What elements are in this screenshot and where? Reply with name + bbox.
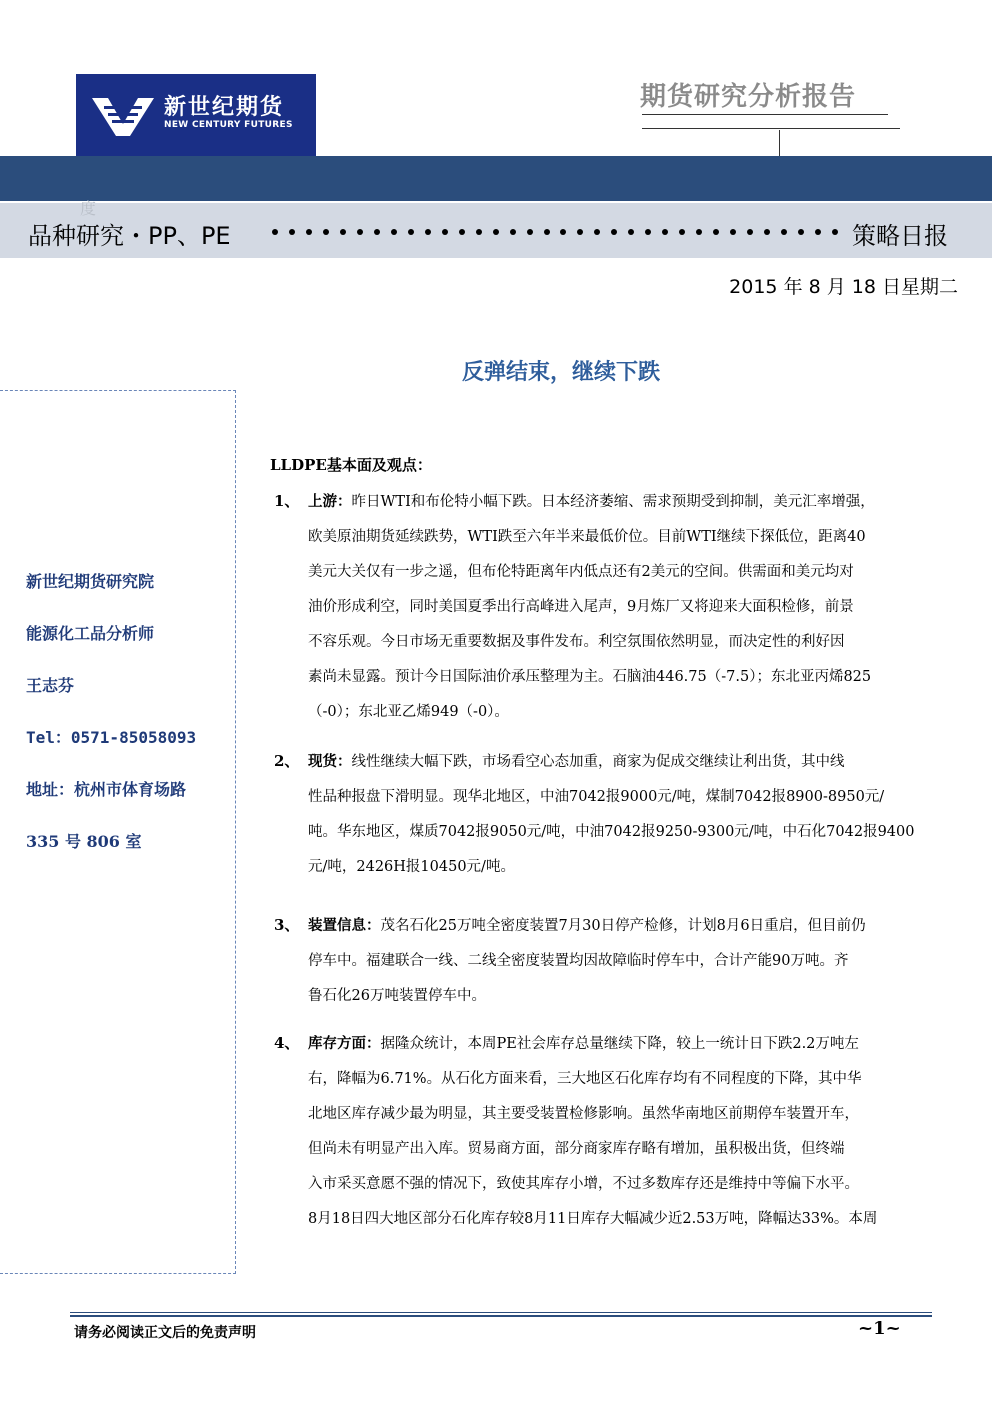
leader-dot (815, 229, 821, 235)
leader-dot (289, 229, 295, 235)
leader-dot (798, 229, 804, 235)
dot-leader (272, 226, 838, 238)
title-underline (642, 114, 888, 115)
leader-dot (357, 229, 363, 235)
leader-dot (645, 229, 651, 235)
analyst-name: 王志芬 (26, 676, 75, 695)
item-label: 装置信息： (308, 917, 381, 934)
divider-tick (779, 130, 780, 156)
item-line: 元/吨，2426H报10450元/吨。 (308, 859, 515, 875)
item-line: （-0）；东北亚乙烯949（-0）。 (308, 704, 509, 720)
item-label: 库存方面： (308, 1035, 381, 1052)
item-number: 1、 (274, 492, 300, 510)
item-line: 右，降幅为6.71%。从石化方面来看，三大地区石化库存均有不同程度的下降，其中华 (308, 1071, 862, 1087)
address-line-1: 地址：杭州市体育场路 (26, 780, 187, 799)
leader-dot (272, 229, 278, 235)
leader-dot (747, 229, 753, 235)
item-line: 吨。华东地区，煤质7042报9050元/吨，中油7042报9250-9300元/吨，中石化7042报9400 (308, 824, 915, 840)
item-line: 北地区库存减少最为明显，其主要受装置检修影响。虽然华南地区前期停车装置开车， (308, 1106, 859, 1122)
leader-dot (764, 229, 770, 235)
item-line: 现货：线性继续大幅下跌，市场看空心态加重，商家为促成交继续让利出货，其中线 (308, 753, 845, 770)
leader-dot (560, 229, 566, 235)
item-label: 上游： (308, 493, 352, 510)
leader-dot (713, 229, 719, 235)
header-ghost-text: 度 (80, 199, 97, 218)
header-band (0, 156, 992, 201)
leader-dot (306, 229, 312, 235)
item-line: 鲁石化26万吨装置停车中。 (308, 988, 486, 1004)
leader-dot (408, 229, 414, 235)
institute-name: 新世纪期货研究院 (26, 572, 155, 591)
leader-dot (594, 229, 600, 235)
item-line: 不容乐观。今日市场无重要数据及事件发布。利空氛围依然明显，而决定性的利好因 (308, 634, 845, 650)
leader-dot (340, 229, 346, 235)
page-number: ~1~ (858, 1318, 901, 1339)
leader-dot (781, 229, 787, 235)
leader-dot (730, 229, 736, 235)
leader-dot (662, 229, 668, 235)
item-line: 装置信息：茂名石化25万吨全密度装置7月30日停产检修，计划8月6日重启，但目前仍 (308, 917, 866, 934)
report-type: 策略日报 (852, 222, 948, 250)
logo-name-en: NEW CENTURY FUTURES (164, 120, 293, 130)
item-label: 现货： (308, 753, 352, 770)
leader-dot (510, 229, 516, 235)
item-line: 素尚未显露。预计今日国际油价承压整理为主。石脑油446.75（-7.5）；东北亚丙烯825 (308, 669, 872, 685)
item-line: 库存方面：据隆众统计，本周PE社会库存总量继续下降，较上一统计日下跌2.2万吨左 (308, 1035, 859, 1052)
disclaimer: 请务必阅读正文后的免责声明 (74, 1325, 256, 1341)
title-underline-2 (642, 128, 900, 129)
item-number: 4、 (274, 1034, 300, 1052)
item-line: 美元大关仅有一步之遥，但布伦特距离年内低点还有2美元的空间。供需面和美元均对 (308, 564, 854, 580)
item-line: 入市采买意愿不强的情况下，致使其库存小增，不过多数库存还是维持中等偏下水平。 (308, 1176, 859, 1192)
item-line: 但尚未有明显产出入库。贸易商方面，部分商家库存略有增加，虽积极出货，但终端 (308, 1141, 845, 1157)
leader-dot (527, 229, 533, 235)
leader-dot (696, 229, 702, 235)
item-number: 2、 (274, 752, 300, 770)
leader-dot (459, 229, 465, 235)
report-category: 品种研究・PP、PE (28, 222, 231, 250)
leader-dot (628, 229, 634, 235)
logo-mark-icon (90, 94, 156, 140)
item-line: 油价形成利空，同时美国夏季出行高峰进入尾声，9月炼厂又将迎来大面积检修，前景 (308, 599, 854, 615)
footer-rule-thick (70, 1315, 932, 1317)
headline: 反弹结束，继续下跌 (462, 360, 661, 385)
address-line-2: 335 号 806 室 (26, 832, 142, 851)
item-line: 8月18日四大地区部分石化库存较8月11日库存大幅减少近2.53万吨，降幅达33%。本周 (308, 1211, 878, 1227)
leader-dot (493, 229, 499, 235)
leader-dot (323, 229, 329, 235)
item-line: 上游：昨日WTI和布伦特小幅下跌。日本经济萎缩、需求预期受到抑制，美元汇率增强， (308, 493, 875, 510)
company-logo (76, 74, 316, 156)
report-title: 期货研究分析报告 (640, 82, 857, 112)
leader-dot (442, 229, 448, 235)
leader-dot (374, 229, 380, 235)
analyst-phone: Tel：0571-85058093 (26, 728, 197, 747)
leader-dot (391, 229, 397, 235)
analyst-sidebar (0, 390, 236, 1274)
section-title: LLDPE基本面及观点： (270, 456, 432, 474)
leader-dot (425, 229, 431, 235)
leader-dot (832, 229, 838, 235)
leader-dot (476, 229, 482, 235)
item-number: 3、 (274, 916, 300, 934)
leader-dot (679, 229, 685, 235)
item-line: 停车中。福建联合一线、二线全密度装置均因故障临时停车中，合计产能90万吨。齐 (308, 953, 849, 969)
item-line: 性品种报盘下滑明显。现华北地区，中油7042报9000元/吨，煤制7042报8900-8950元/ (308, 789, 885, 805)
leader-dot (577, 229, 583, 235)
item-line: 欧美原油期货延续跌势，WTI跌至六年半来最低价位。目前WTI继续下探低位，距离40 (308, 529, 866, 545)
leader-dot (544, 229, 550, 235)
leader-dot (611, 229, 617, 235)
report-date: 2015 年 8 月 18 日星期二 (729, 276, 958, 298)
logo-name-cn: 新世纪期货 (164, 94, 285, 120)
analyst-title: 能源化工品分析师 (26, 624, 155, 643)
footer-rule (70, 1312, 932, 1313)
